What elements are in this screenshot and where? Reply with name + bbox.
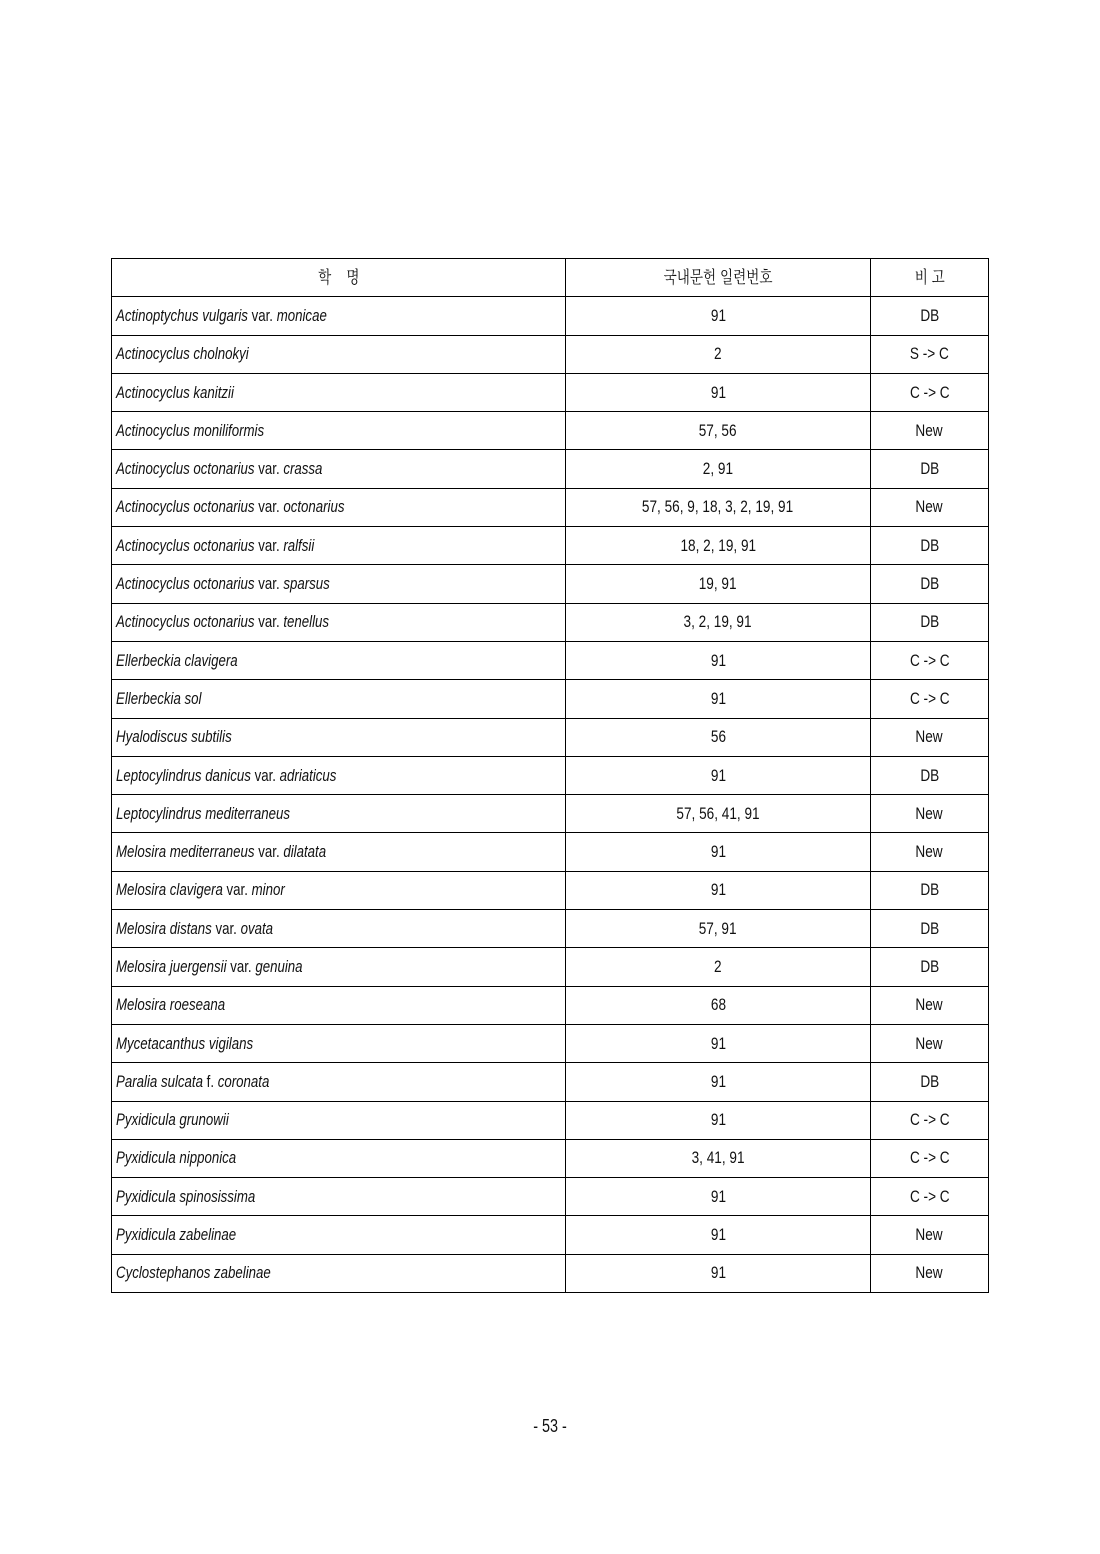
scientific-name [116,422,264,440]
infraspecific-rank: var. [258,612,280,632]
scientific-name-cell [112,1139,566,1177]
header-reference-numbers [566,259,871,297]
infraspecific-rank: var. [226,880,248,900]
remarks: DB [920,880,939,900]
remarks: New [915,497,944,517]
reference-numbers: 91 [710,1110,726,1130]
infraspecific-epithet: dilatata [283,842,327,862]
remarks-cell [871,718,989,756]
scientific-name-cell [112,373,566,411]
table-row [112,795,989,833]
reference-numbers: 91 [710,1033,726,1053]
table-row [112,833,989,871]
remarks-cell [871,335,989,373]
genus-species: Actinocyclus octonarius [116,535,255,555]
scientific-name-cell [112,795,566,833]
reference-numbers: 57, 56 [699,420,737,440]
table-body [112,297,989,1293]
reference-numbers: 91 [710,1225,726,1245]
scientific-name-cell [112,871,566,909]
scientific-name [116,881,285,899]
genus-species: Pyxidicula zabelinae [116,1225,237,1245]
reference-numbers-cell [566,450,871,488]
reference-numbers: 91 [710,765,726,785]
header-remarks [871,259,989,297]
remarks-cell [871,986,989,1024]
scientific-name [116,767,336,785]
remarks: New [915,727,944,747]
infraspecific-rank: var. [254,765,276,785]
infraspecific-rank: var. [230,956,252,976]
genus-species: Leptocylindrus mediterraneus [116,803,290,823]
infraspecific-epithet: coronata [217,1071,270,1091]
remarks-cell [871,910,989,948]
remarks: New [915,1033,944,1053]
reference-numbers-cell [566,1063,871,1101]
reference-numbers-cell [566,756,871,794]
remarks: New [915,1263,944,1283]
reference-numbers-cell [566,1178,871,1216]
page-number [0,1416,1100,1437]
remarks-cell [871,297,989,335]
remarks-cell [871,756,989,794]
scientific-name-cell [112,1178,566,1216]
table-row [112,412,989,450]
genus-species: Melosira roeseana [116,995,226,1015]
reference-numbers-cell [566,833,871,871]
remarks-cell [871,1216,989,1254]
genus-species: Actinocyclus octonarius [116,459,255,479]
scientific-name [116,843,326,861]
reference-numbers-cell [566,488,871,526]
infraspecific-rank: var. [258,535,280,555]
table-row [112,565,989,603]
genus-species: Actinocyclus cholnokyi [116,344,249,364]
table-row [112,297,989,335]
remarks: DB [920,1071,939,1091]
scientific-name-cell [112,450,566,488]
header-scientific-name-label: 학 명 [317,267,360,287]
genus-species: Actinocyclus octonarius [116,497,255,517]
table-row [112,1024,989,1062]
reference-numbers-cell [566,527,871,565]
reference-numbers: 91 [710,1263,726,1283]
table-row [112,1063,989,1101]
remarks: C -> C [909,1110,950,1130]
remarks: DB [920,612,939,632]
scientific-name-cell [112,1101,566,1139]
scientific-name [116,1149,236,1167]
reference-numbers-cell [566,1101,871,1139]
reference-numbers-cell [566,603,871,641]
reference-numbers: 91 [710,382,726,402]
reference-numbers: 57, 56, 9, 18, 3, 2, 19, 91 [642,497,794,517]
scientific-name-cell [112,986,566,1024]
infraspecific-epithet: genuina [255,956,303,976]
remarks-cell [871,795,989,833]
reference-numbers-cell [566,1024,871,1062]
scientific-name [116,1073,269,1091]
reference-numbers-cell [566,795,871,833]
genus-species: Melosira clavigera [116,880,223,900]
remarks: DB [920,459,939,479]
genus-species: Actinoptychus vulgaris [116,305,248,325]
reference-numbers: 91 [710,688,726,708]
scientific-name [116,805,290,823]
scientific-name-cell [112,680,566,718]
infraspecific-epithet: adriaticus [279,765,337,785]
remarks: New [915,842,944,862]
remarks: DB [920,305,939,325]
remarks: DB [920,574,939,594]
scientific-name [116,920,273,938]
genus-species: Melosira juergensii [116,956,227,976]
reference-numbers: 57, 56, 41, 91 [676,803,760,823]
scientific-name-cell [112,756,566,794]
infraspecific-epithet: sparsus [283,574,330,594]
scientific-name-cell [112,412,566,450]
genus-species: Actinocyclus octonarius [116,574,255,594]
table-row [112,1254,989,1292]
genus-species: Leptocylindrus danicus [116,765,251,785]
infraspecific-rank: var. [258,497,280,517]
reference-numbers-cell [566,1216,871,1254]
table-row [112,1139,989,1177]
remarks-cell [871,565,989,603]
scientific-name-cell [112,488,566,526]
scientific-name-cell [112,1216,566,1254]
remarks-cell [871,833,989,871]
scientific-name-cell [112,527,566,565]
infraspecific-rank: var. [258,842,280,862]
genus-species: Pyxidicula spinosissima [116,1186,256,1206]
reference-numbers: 18, 2, 19, 91 [680,535,756,555]
remarks: C -> C [909,1186,950,1206]
species-table [111,258,989,1293]
header-row [112,259,989,297]
remarks-cell [871,1101,989,1139]
scientific-name-cell [112,833,566,871]
scientific-name [116,1111,229,1129]
remarks-cell [871,603,989,641]
reference-numbers-cell [566,297,871,335]
remarks-cell [871,373,989,411]
scientific-name [116,384,234,402]
scientific-name-cell [112,1254,566,1292]
genus-species: Mycetacanthus vigilans [116,1033,254,1053]
remarks-cell [871,1024,989,1062]
page-number-text: - 53 - [533,1416,567,1436]
infraspecific-epithet: octonarius [283,497,345,517]
reference-numbers: 2 [714,956,722,976]
reference-numbers-cell [566,910,871,948]
remarks: New [915,803,944,823]
remarks-cell [871,412,989,450]
reference-numbers: 56 [710,727,726,747]
genus-species: Actinocyclus octonarius [116,612,255,632]
genus-species: Paralia sulcata [116,1071,203,1091]
reference-numbers: 91 [710,1186,726,1206]
scientific-name-cell [112,335,566,373]
remarks: DB [920,918,939,938]
table-row [112,680,989,718]
scientific-name-cell [112,718,566,756]
reference-numbers: 19, 91 [699,574,737,594]
scientific-name-cell [112,910,566,948]
reference-numbers: 57, 91 [699,918,737,938]
remarks-cell [871,1063,989,1101]
scientific-name [116,690,201,708]
remarks: C -> C [909,382,950,402]
reference-numbers-cell [566,948,871,986]
reference-numbers: 91 [710,1071,726,1091]
remarks-cell [871,871,989,909]
table-row [112,986,989,1024]
table-row [112,450,989,488]
scientific-name-cell [112,565,566,603]
remarks-cell [871,1139,989,1177]
scientific-name-cell [112,1024,566,1062]
scientific-name [116,652,238,670]
genus-species: Melosira mediterraneus [116,842,255,862]
genus-species: Cyclostephanos zabelinae [116,1263,271,1283]
scientific-name [116,996,225,1014]
reference-numbers: 3, 2, 19, 91 [683,612,753,632]
remarks-cell [871,1178,989,1216]
remarks-cell [871,641,989,679]
infraspecific-rank: var. [258,459,280,479]
table-row [112,335,989,373]
reference-numbers-cell [566,335,871,373]
remarks: C -> C [909,688,950,708]
reference-numbers-cell [566,1139,871,1177]
scientific-name-cell [112,948,566,986]
scientific-name [116,307,327,325]
reference-numbers-cell [566,1254,871,1292]
remarks: S -> C [910,344,949,364]
genus-species: Ellerbeckia clavigera [116,650,238,670]
scientific-name [116,460,322,478]
scientific-name [116,1035,253,1053]
table-row [112,527,989,565]
scientific-name-cell [112,1063,566,1101]
remarks: DB [920,535,939,555]
table-header [112,259,989,297]
table-row [112,1216,989,1254]
infraspecific-rank: f. [206,1071,215,1091]
remarks: DB [920,765,939,785]
scientific-name-cell [112,603,566,641]
remarks-cell [871,450,989,488]
scientific-name [116,1188,255,1206]
reference-numbers: 2, 91 [702,459,734,479]
infraspecific-rank: var. [251,305,273,325]
genus-species: Melosira distans [116,918,212,938]
reference-numbers: 3, 41, 91 [691,1148,745,1168]
reference-numbers: 91 [710,842,726,862]
reference-numbers: 68 [710,995,726,1015]
genus-species: Hyalodiscus subtilis [116,727,232,747]
genus-species: Pyxidicula grunowii [116,1110,229,1130]
reference-numbers-cell [566,871,871,909]
genus-species: Actinocyclus kanitzii [116,382,234,402]
scientific-name-cell [112,641,566,679]
table-row [112,718,989,756]
reference-numbers-cell [566,718,871,756]
table-row [112,603,989,641]
reference-numbers-cell [566,412,871,450]
reference-numbers-cell [566,565,871,603]
scientific-name [116,575,330,593]
infraspecific-rank: var. [258,574,280,594]
reference-numbers-cell [566,680,871,718]
remarks: C -> C [909,650,950,670]
header-reference-numbers-label: 국내문헌 일련번호 [663,267,773,287]
table-row [112,871,989,909]
infraspecific-epithet: ralfsii [283,535,315,555]
infraspecific-rank: var. [215,918,237,938]
infraspecific-epithet: ovata [240,918,274,938]
infraspecific-epithet: monicae [276,305,327,325]
genus-species: Actinocyclus moniliformis [116,420,265,440]
scientific-name-cell [112,297,566,335]
remarks-cell [871,488,989,526]
reference-numbers: 91 [710,305,726,325]
remarks: C -> C [909,1148,950,1168]
scientific-name [116,958,303,976]
scientific-name [116,345,249,363]
reference-numbers-cell [566,373,871,411]
table-row [112,948,989,986]
infraspecific-epithet: minor [251,880,285,900]
scientific-name [116,1264,271,1282]
scientific-name [116,613,329,631]
scientific-name [116,498,345,516]
reference-numbers: 2 [714,344,722,364]
infraspecific-epithet: tenellus [283,612,330,632]
remarks: New [915,995,944,1015]
table-row [112,641,989,679]
remarks-cell [871,948,989,986]
remarks-cell [871,1254,989,1292]
remarks-cell [871,680,989,718]
reference-numbers: 91 [710,880,726,900]
infraspecific-epithet: crassa [283,459,323,479]
remarks: New [915,1225,944,1245]
table-row [112,1178,989,1216]
remarks: New [915,420,944,440]
header-remarks-label: 비 고 [914,267,945,287]
remarks: DB [920,956,939,976]
scientific-name [116,1226,236,1244]
scientific-name [116,728,232,746]
table-row [112,756,989,794]
reference-numbers: 91 [710,650,726,670]
genus-species: Pyxidicula nipponica [116,1148,237,1168]
scientific-name [116,537,314,555]
header-scientific-name [112,259,566,297]
table-row [112,373,989,411]
table-row [112,910,989,948]
genus-species: Ellerbeckia sol [116,688,202,708]
reference-numbers-cell [566,986,871,1024]
remarks-cell [871,527,989,565]
table-row [112,488,989,526]
table-row [112,1101,989,1139]
reference-numbers-cell [566,641,871,679]
